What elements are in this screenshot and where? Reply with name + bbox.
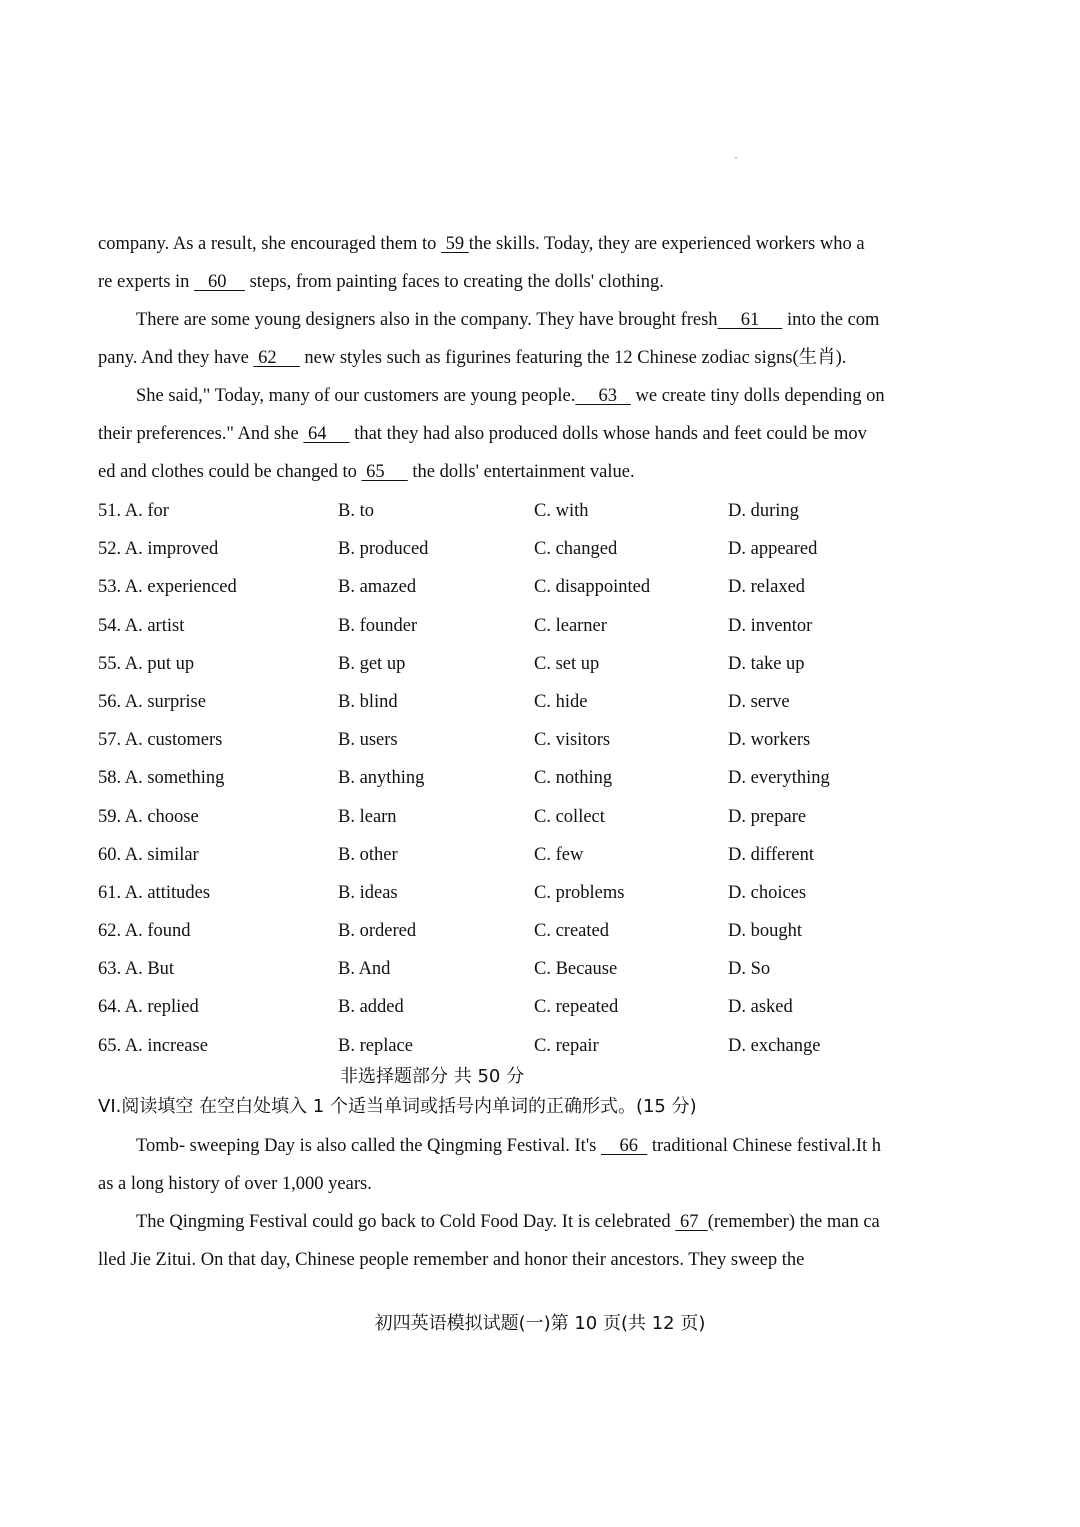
text-run: the skills. Today, they are experienced workers who a (468, 234, 865, 254)
blank-63: 63 (575, 386, 631, 406)
option-c: C. Because (534, 959, 618, 980)
option-row (98, 798, 958, 836)
text-line (98, 415, 958, 453)
option-a: 60. A. similar (98, 844, 199, 865)
option-c: C. changed (534, 539, 618, 560)
option-a: 58. A. something (98, 768, 225, 789)
option-d: D. take up (728, 653, 805, 674)
option-c: C. hide (534, 691, 588, 712)
option-a: 51. A. for (98, 501, 169, 521)
text-run: pany. And they have (98, 348, 254, 368)
option-c: C. repeated (534, 997, 619, 1018)
option-row (98, 759, 958, 797)
option-a: 57. A. customers (98, 730, 223, 751)
option-c: C. learner (534, 615, 607, 636)
option-c: C. visitors (534, 730, 611, 751)
option-a: 63. A. But (98, 959, 175, 980)
option-row (98, 721, 958, 759)
passage-paragraph-2 (98, 301, 958, 377)
option-b: B. produced (338, 539, 429, 560)
option-d: D. prepare (728, 806, 807, 827)
option-b: B. replace (338, 1035, 413, 1056)
text-run: There are some young designers also in the company. They have brought fresh (136, 310, 718, 330)
option-row (98, 1027, 958, 1065)
option-a: 54. A. artist (98, 615, 185, 636)
blank-59: 59 (441, 234, 469, 254)
option-a: 64. A. replied (98, 997, 199, 1018)
blank-61: 61 (717, 310, 783, 330)
option-a: 53. A. experienced (98, 577, 237, 598)
text-run: the dolls' entertainment value. (407, 462, 635, 482)
option-row (98, 836, 958, 874)
option-row (98, 607, 958, 645)
passage-paragraph-5 (98, 1203, 958, 1279)
option-b: B. amazed (338, 577, 417, 598)
section-total: 非选择题部分 共 50 分 (340, 1066, 525, 1087)
text-run: She said," Today, many of our customers are young people. (136, 386, 576, 406)
option-c: C. set up (534, 653, 600, 674)
text-run: re experts in (98, 272, 195, 292)
option-row (98, 568, 958, 606)
option-row (98, 645, 958, 683)
option-d: D. choices (728, 882, 807, 903)
text-line (98, 1127, 958, 1165)
text-run: Tomb- sweeping Day is also called the Qingming Festival. It's (136, 1136, 601, 1156)
passage-paragraph-1 (98, 225, 958, 301)
text-line (98, 339, 958, 377)
text-run: new styles such as figurines featuring the 12 Chinese zodiac signs(生肖). (299, 348, 847, 368)
answer-options (98, 492, 958, 1065)
text-line (98, 377, 958, 415)
option-a: 61. A. attitudes (98, 882, 211, 903)
option-c: C. collect (534, 806, 605, 827)
text-run: (remember) the man ca (707, 1212, 880, 1232)
option-c: C. repair (534, 1035, 599, 1056)
option-b: B. to (338, 501, 374, 521)
option-d: D. So (728, 959, 771, 980)
text-run: their preferences." And she (98, 424, 304, 444)
option-row (98, 492, 958, 530)
text-line (98, 225, 958, 263)
option-row (98, 988, 958, 1026)
text-run: ed and clothes could be changed to (98, 462, 362, 482)
blank-60: 60 (194, 272, 245, 292)
text-line (98, 301, 958, 339)
option-a: 65. A. increase (98, 1035, 208, 1056)
option-c: C. created (534, 921, 609, 942)
option-b: B. ideas (338, 882, 398, 903)
option-a: 55. A. put up (98, 653, 195, 674)
option-c: C. nothing (534, 768, 613, 789)
option-a: 52. A. improved (98, 539, 219, 560)
section-heading: VI.阅读填空 在空白处填入 1 个适当单词或括号内单词的正确形式。(15 分) (98, 1096, 697, 1117)
blank-62: 62 (253, 348, 300, 368)
text-line (98, 453, 958, 491)
option-c: C. few (534, 844, 584, 865)
option-d: D. different (728, 844, 814, 865)
blank-66: 66 (600, 1136, 648, 1156)
option-d: D. inventor (728, 615, 813, 636)
option-a: 56. A. surprise (98, 691, 206, 712)
text-run: company. As a result, she encouraged them to (98, 234, 442, 254)
blank-64: 64 (303, 424, 350, 444)
option-d: D. everything (728, 768, 830, 789)
option-d: D. appeared (728, 539, 818, 560)
option-b: B. And (338, 959, 391, 980)
text-run: into the com (782, 310, 880, 330)
option-b: B. get up (338, 653, 406, 674)
option-d: D. workers (728, 730, 811, 751)
option-b: B. learn (338, 806, 397, 827)
blank-65: 65 (361, 462, 408, 482)
option-row (98, 530, 958, 568)
text-line: as a long history of over 1,000 years. (98, 1174, 372, 1194)
option-b: B. founder (338, 615, 418, 636)
option-row (98, 683, 958, 721)
option-row (98, 874, 958, 912)
text-run: that they had also produced dolls whose hands and feet could be mov (349, 424, 867, 444)
scan-speck (735, 157, 737, 159)
option-d: D. serve (728, 691, 790, 712)
option-d: D. asked (728, 997, 793, 1018)
option-c: C. disappointed (534, 577, 651, 598)
page-footer: 初四英语模拟试题(一)第 10 页(共 12 页) (374, 1313, 706, 1334)
option-a: 59. A. choose (98, 806, 199, 827)
text-run: we create tiny dolls depending on (630, 386, 885, 406)
text-line (98, 1203, 958, 1241)
option-d: D. bought (728, 921, 802, 942)
blank-67: 67 (675, 1212, 708, 1232)
text-run: steps, from painting faces to creating the dolls' clothing. (244, 272, 664, 292)
option-b: B. other (338, 844, 398, 865)
option-a: 62. A. found (98, 921, 191, 942)
text-run: The Qingming Festival could go back to Cold Food Day. It is celebrated (136, 1212, 676, 1232)
option-b: B. anything (338, 768, 425, 789)
option-b: B. added (338, 997, 404, 1018)
option-d: D. during (728, 501, 799, 521)
option-row (98, 950, 958, 988)
passage-paragraph-3 (98, 377, 958, 491)
text-line: lled Jie Zitui. On that day, Chinese people remember and honor their ancestors. They sweep the (98, 1250, 805, 1270)
text-run: traditional Chinese festival.It h (647, 1136, 881, 1156)
option-b: B. blind (338, 691, 398, 712)
option-d: D. relaxed (728, 577, 806, 598)
option-c: C. problems (534, 882, 625, 903)
option-row (98, 912, 958, 950)
option-b: B. ordered (338, 921, 417, 942)
option-d: D. exchange (728, 1035, 821, 1056)
passage-paragraph-4 (98, 1127, 958, 1203)
text-line (98, 263, 958, 301)
option-c: C. with (534, 501, 589, 521)
option-b: B. users (338, 730, 398, 751)
